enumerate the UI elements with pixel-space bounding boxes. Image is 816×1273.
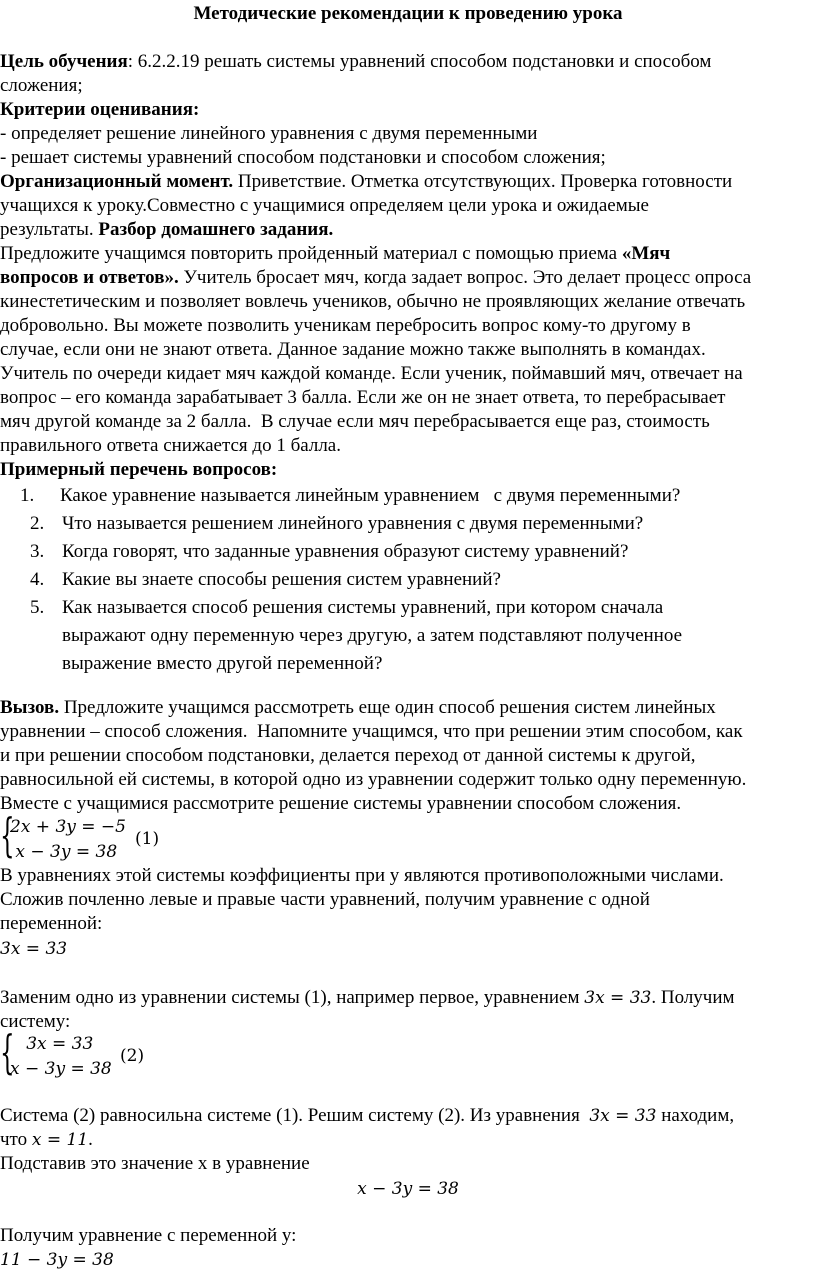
goal-label: Цель обучения [0, 51, 128, 72]
question-text: Какое уравнение называется линейным уравнением с двумя переменными? [60, 485, 681, 506]
system-2-tag: (2) [120, 1046, 145, 1066]
system-2-eq-2: 𝑥 − 3𝑦 = 38 [10, 1059, 112, 1079]
ball-line: добровольно. Вы можете позволить ученикам перебросить вопрос кому-то другому в [0, 315, 691, 336]
criteria-heading: Критерии оценивания: [0, 99, 200, 120]
question-text: Что называется решением линейного уравнения с двумя переменными? [62, 513, 644, 534]
replace-line-2: систему: [0, 1011, 71, 1032]
brace-icon: { [0, 1025, 15, 1079]
substitute-line: Подставив это значение х в уравнение [0, 1153, 310, 1174]
question-text-cont: выражают одну переменную через другую, а затем подставляют полученное [62, 625, 683, 646]
org-line-1: Организационный момент. Приветствие. Отметка отсутствующих. Проверка готовности [0, 171, 733, 192]
replace-line-1: Заменим одно из уравнении системы (1), например первое, уравнением 3𝑥 = 33. Получим [0, 987, 735, 1008]
explain-line: Сложив почленно левые и правые части уравнений, получим уравнение с одной [0, 889, 650, 910]
criteria-item: - решает системы уравнений способом подстановки и способом сложения; [0, 147, 606, 168]
equation-last: 11 − 3𝑦 = 38 [0, 1250, 114, 1270]
system-2-eq-1: 3𝑥 = 33 [10, 1034, 94, 1054]
page-title: Методические рекомендации к проведению урока [193, 3, 623, 24]
explain-line: В уравнениях этой системы коэффициенты при у являются противоположными числами. [0, 865, 724, 886]
question-text: Как называется способ решения системы уравнений, при котором сначала [62, 597, 664, 618]
ball-line-1: Предложите учащимся повторить пройденный материал с помощью приема «Мяч [0, 243, 671, 264]
question-number: 2. [30, 513, 45, 534]
get-equation-line: Получим уравнение с переменной у: [0, 1225, 297, 1246]
ball-line: вопрос – его команда зарабатывает 3 балла. Если же он не знает ответа, то перебрасывает [0, 387, 726, 408]
goal-line-2: сложения; [0, 75, 83, 96]
ball-line: Учитель по очереди кидает мяч каждой команде. Если ученик, поймавший мяч, отвечает на [0, 363, 743, 384]
explain-line: переменной: [0, 913, 103, 934]
question-number: 4. [30, 569, 45, 590]
equiv-line-2: что 𝑥 = 11. [0, 1129, 93, 1150]
homework-label: Разбор домашнего задания. [98, 219, 334, 240]
question-text: Когда говорят, что заданные уравнения образуют систему уравнений? [62, 541, 629, 562]
system-1-eq-2: 𝑥 − 3𝑦 = 38 [10, 842, 118, 862]
challenge-line: равносильной ей системы, в которой одно из уравнении содержит только одну переменную. [0, 769, 747, 790]
equiv-line-1: Система (2) равносильна системе (1). Решим систему (2). Из уравнения 3𝑥 = 33 находим, [0, 1105, 735, 1126]
goal-line-1: Цель обучения: 6.2.2.19 решать системы уравнений способом подстановки и способом [0, 51, 712, 72]
org-line-3: результаты. Разбор домашнего задания. [0, 219, 334, 240]
criteria-item: - определяет решение линейного уравнения с двумя переменными [0, 123, 538, 144]
system-1-eq-1: 2𝑥 + 3𝑦 = −5 [10, 817, 126, 837]
challenge-line-1: Вызов. Предложите учащимся рассмотреть еще один способ решения систем линейных [0, 697, 716, 718]
questions-heading: Примерный перечень вопросов: [0, 459, 278, 480]
question-number: 1. [20, 485, 35, 506]
technique-name: «Мяч [621, 243, 671, 264]
challenge-line: Вместе с учащимися рассмотрите решение системы уравнении способом сложения. [0, 793, 682, 814]
challenge-line: и при решении способом подстановки, делается переход от данной системы к другой, [0, 745, 696, 766]
org-label: Организационный момент. [0, 171, 234, 192]
ball-line: мяч другой команде за 2 балла. В случае если мяч перебрасывается еще раз, стоимость [0, 411, 710, 432]
ball-line-2: вопросов и ответов». Учитель бросает мяч, когда задает вопрос. Это делает процесс опроса [0, 267, 752, 288]
ball-line: кинестетическим и позволяет вовлечь учеников, обычно не проявляющих желание отвечать [0, 291, 746, 312]
question-text: Какие вы знаете способы решения систем уравнений? [62, 569, 501, 590]
challenge-label: Вызов. [0, 697, 60, 718]
equation-3x: 3𝑥 = 33 [0, 939, 68, 959]
equation-centered: 𝑥 − 3𝑦 = 38 [357, 1179, 459, 1199]
org-line-2: учащихся к уроку.Совместно с учащимися определяем цели урока и ожидаемые [0, 195, 649, 216]
ball-line: случае, если они не знают ответа. Данное задание можно также выполнять в командах. [0, 339, 706, 360]
question-number: 3. [30, 541, 45, 562]
question-number: 5. [30, 597, 45, 618]
question-text-cont: выражение вместо другой переменной? [62, 653, 383, 674]
system-1-tag: (1) [135, 829, 160, 849]
ball-line: правильного ответа снижается до 1 балла. [0, 435, 341, 456]
brace-icon: { [0, 808, 15, 862]
challenge-line: уравнении – способ сложения. Напомните учащимся, что при решении этим способом, как [0, 721, 743, 742]
